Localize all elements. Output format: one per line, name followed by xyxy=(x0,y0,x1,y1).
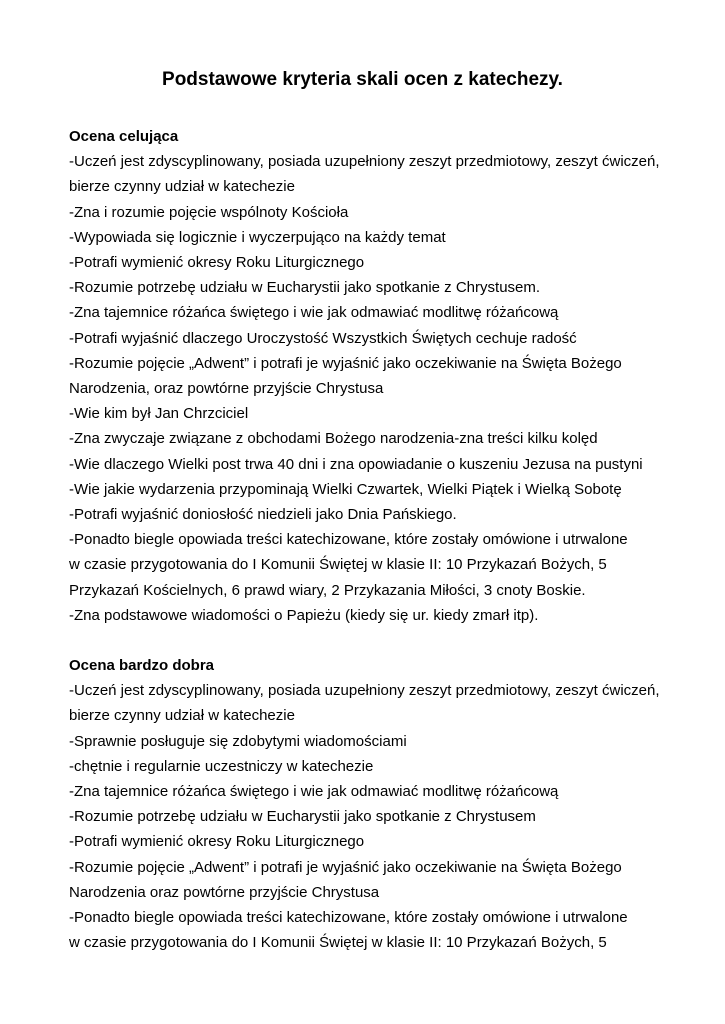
criterion-line: -Rozumie potrzebę udziału w Eucharystii jako spotkanie z Chrystusem. xyxy=(69,279,541,297)
criterion-line: -Potrafi wyjaśnić doniosłość niedzieli jako Dnia Pańskiego. xyxy=(69,506,457,524)
criterion-line: -Potrafi wymienić okresy Roku Liturgicznego xyxy=(69,254,365,272)
criterion-line: -Zna zwyczaje związane z obchodami Bożego narodzenia-zna treści kilku kolęd xyxy=(69,430,598,448)
criterion-line: bierze czynny udział w katechezie xyxy=(69,178,295,196)
document-title: Podstawowe kryteria skali ocen z katechezy. xyxy=(162,69,563,90)
criterion-line: -Rozumie pojęcie „Adwent” i potrafi je wyjaśnić jako oczekiwanie na Święta Bożego xyxy=(69,858,622,876)
criterion-line: -Zna tajemnice różańca świętego i wie jak odmawiać modlitwę różańcową xyxy=(69,783,559,801)
section-heading: Ocena celująca xyxy=(69,128,179,145)
criterion-line: -Potrafi wymienić okresy Roku Liturgicznego xyxy=(69,833,365,851)
criterion-line: Narodzenia, oraz powtórne przyjście Chrystusa xyxy=(69,380,384,398)
criterion-line: -Wie dlaczego Wielki post trwa 40 dni i zna opowiadanie o kuszeniu Jezusa na pustyni xyxy=(69,455,643,473)
criterion-line: -Potrafi wyjaśnić dlaczego Uroczystość Wszystkich Świętych cechuje radość xyxy=(69,329,577,347)
criterion-line: -Ponadto biegle opowiada treści katechizowane, które zostały omówione i utrwalone xyxy=(69,909,628,927)
criterion-line: -Zna i rozumie pojęcie wspólnoty Kościoła xyxy=(69,203,349,221)
criterion-line: -Uczeń jest zdyscyplinowany, posiada uzupełniony zeszyt przedmiotowy, zeszyt ćwiczeń, xyxy=(69,153,660,171)
criterion-line: -chętnie i regularnie uczestniczy w katechezie xyxy=(69,757,374,775)
criterion-line: -Rozumie potrzebę udziału w Eucharystii jako spotkanie z Chrystusem xyxy=(69,808,536,826)
criterion-line: w czasie przygotowania do I Komunii Świętej w klasie II: 10 Przykazań Bożych, 5 xyxy=(69,934,607,952)
criterion-line: w czasie przygotowania do I Komunii Świętej w klasie II: 10 Przykazań Bożych, 5 xyxy=(69,556,607,574)
criterion-line: -Wypowiada się logicznie i wyczerpująco na każdy temat xyxy=(69,228,446,246)
section-ocena-bardzo-dobra xyxy=(69,653,689,955)
criterion-line: -Uczeń jest zdyscyplinowany, posiada uzupełniony zeszyt przedmiotowy, zeszyt ćwiczeń, xyxy=(69,682,660,700)
criterion-line: -Ponadto biegle opowiada treści katechizowane, które zostały omówione i utrwalone xyxy=(69,531,628,549)
section-heading: Ocena bardzo dobra xyxy=(69,657,215,674)
criterion-line: -Wie jakie wydarzenia przypominają Wielki Czwartek, Wielki Piątek i Wielką Sobotę xyxy=(69,480,622,498)
criterion-line: Przykazań Kościelnych, 6 prawd wiary, 2 Przykazania Miłości, 3 cnoty Boskie. xyxy=(69,581,586,599)
criterion-line: -Wie kim był Jan Chrzciciel xyxy=(69,405,249,423)
criterion-line: -Sprawnie posługuje się zdobytymi wiadomościami xyxy=(69,732,407,750)
criterion-line: -Rozumie pojęcie „Adwent” i potrafi je wyjaśnić jako oczekiwanie na Święta Bożego xyxy=(69,354,622,372)
section-ocena-celujaca xyxy=(69,124,689,628)
criterion-line: Narodzenia oraz powtórne przyjście Chrystusa xyxy=(69,883,380,901)
criterion-line: -Zna tajemnice różańca świętego i wie jak odmawiać modlitwę różańcową xyxy=(69,304,559,322)
criterion-line: -Zna podstawowe wiadomości o Papieżu (kiedy się ur. kiedy zmarł itp). xyxy=(69,606,539,624)
criterion-line: bierze czynny udział w katechezie xyxy=(69,707,295,725)
